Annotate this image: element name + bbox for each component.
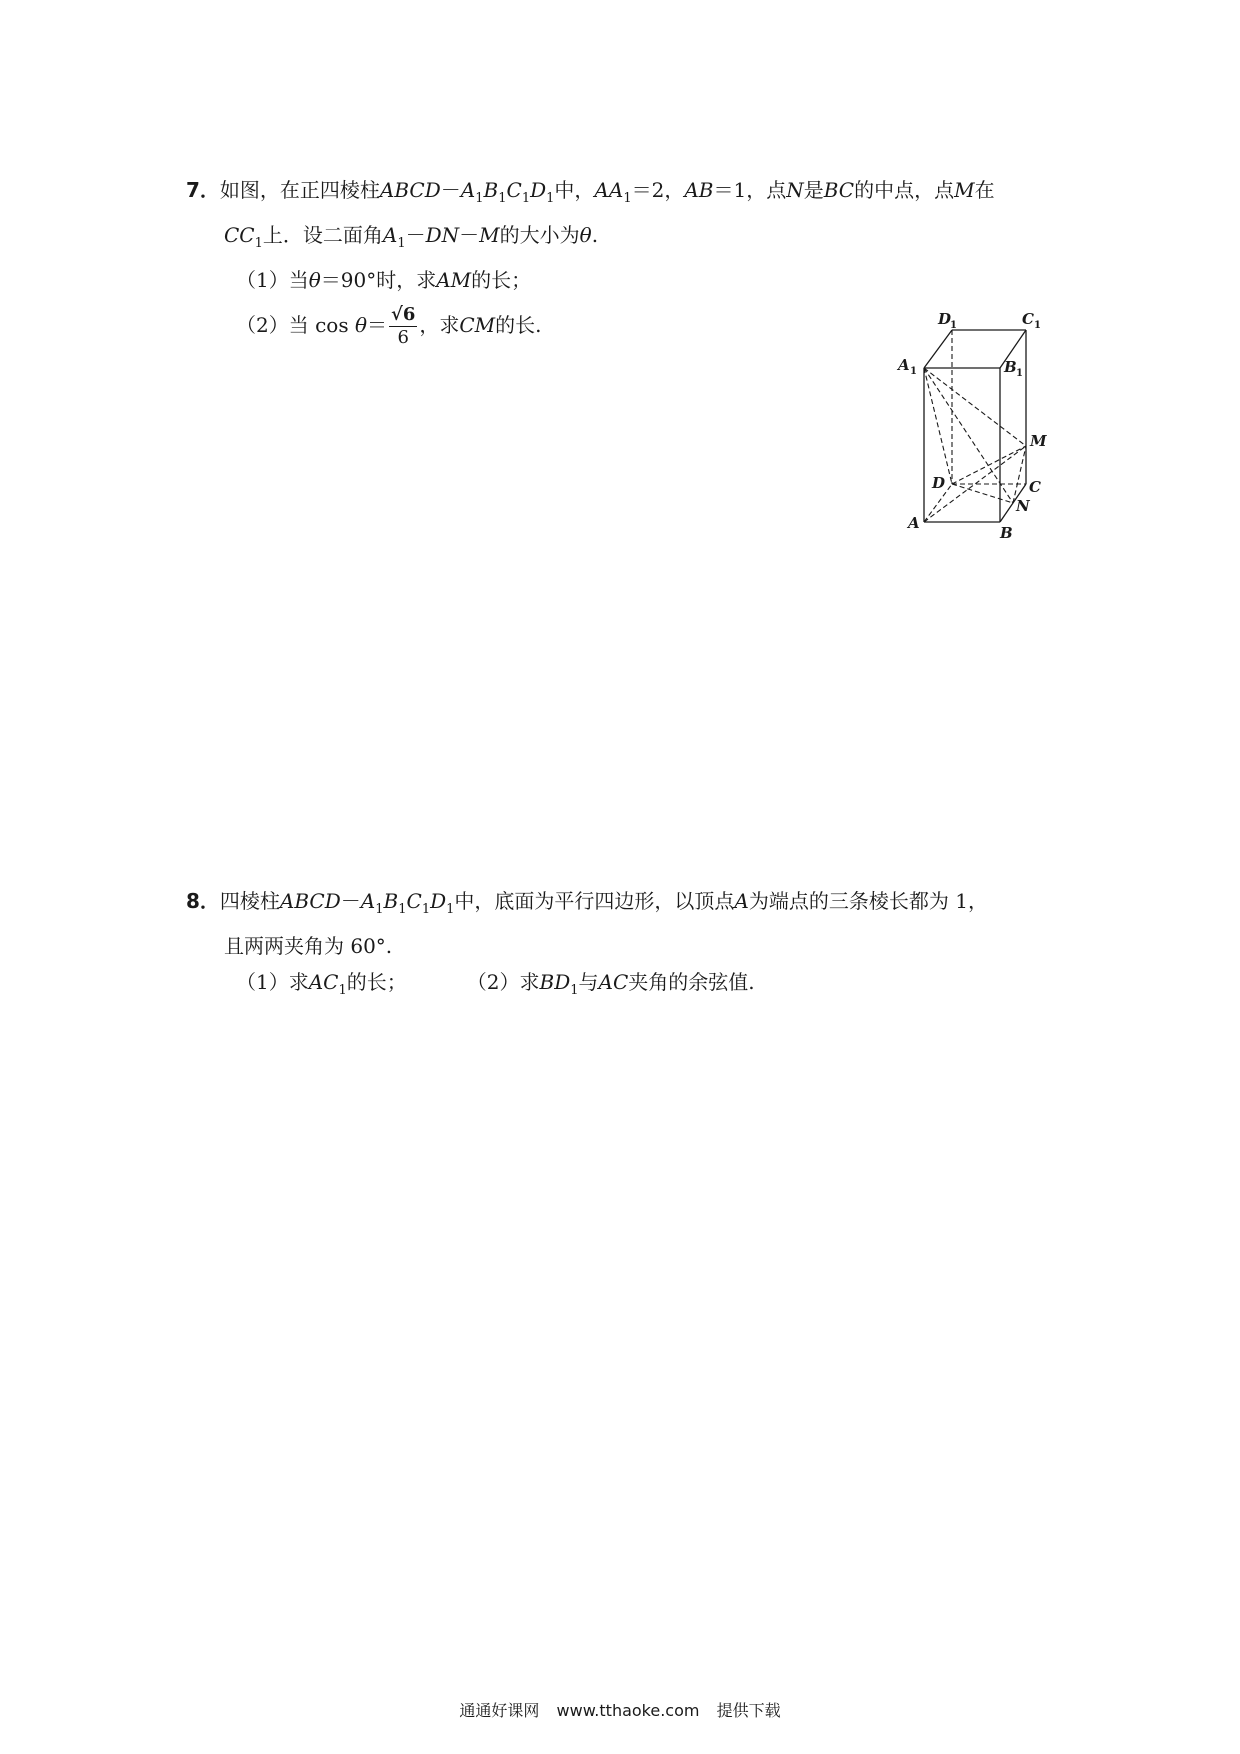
part-label: （1） — [236, 970, 289, 994]
hidden-line-dm — [952, 446, 1026, 484]
problem-7-part-1: （1）当θ＝90°时，求AM的长； — [236, 268, 532, 292]
footer-site-name: 通通好课网 — [459, 1701, 540, 1720]
problem-8 — [186, 883, 1066, 1009]
footer-url[interactable]: www.tthaoke.com — [556, 1701, 700, 1720]
problem-8-parts: （1）求$AC_1$的长； （2）求$BD_1$与AC夹角的余弦值. — [236, 970, 755, 998]
part-label: （2） — [236, 313, 289, 337]
hidden-line-dn — [952, 484, 1013, 503]
label-a: A — [908, 514, 920, 532]
footer-action: 提供下载 — [716, 1701, 781, 1720]
svg-text:1: 1 — [1016, 368, 1023, 379]
label-c: C — [1029, 478, 1041, 496]
problem-7-stem-line-2: $CC_1$上．设二面角$A_1-DN-M$的大小为θ. — [224, 223, 599, 251]
hidden-line-a1d — [924, 368, 952, 484]
label-b1: B — [1004, 358, 1017, 376]
label-a1: A — [898, 356, 910, 374]
svg-text:1: 1 — [1034, 320, 1041, 331]
label-d1: D — [938, 310, 952, 328]
svg-text:1: 1 — [950, 320, 957, 331]
label-n: N — [1016, 497, 1030, 515]
problem-number: 7． — [186, 178, 220, 202]
label-d: D — [932, 474, 946, 492]
footer — [0, 1698, 1240, 1721]
edge-a1d1 — [924, 330, 952, 368]
part-label: （1） — [236, 268, 289, 292]
label-b: B — [1000, 524, 1013, 542]
label-c1: C — [1022, 310, 1034, 328]
problem-7-part-2: （2）当 cos θ＝ $\frac{√6}{6}$ ，求CM的长. — [236, 304, 542, 348]
svg-text:1: 1 — [910, 366, 917, 377]
label-m: M — [1030, 432, 1047, 450]
part-label: （2） — [466, 970, 520, 994]
prism-figure — [888, 298, 1058, 544]
problem-7-stem-line-1: 7．如图，在正四棱柱$ABCD-A_1B_1C_1D_1$中，$AA_1=2$，AB＝1，点N是BC的中点，点M在 — [186, 178, 995, 206]
problem-number: 8． — [186, 889, 220, 913]
problem-8-stem-line-1: 8．四棱柱$ABCD-A_1B_1C_1D_1$中，底面为平行四边形，以顶点A为端点的三条棱长都为 1， — [186, 889, 988, 917]
fraction-sqrt6-over-6: $\frac{√6}{6}$ — [391, 304, 416, 348]
problem-8-stem-line-2: 且两两夹角为 60°. — [224, 934, 393, 958]
hidden-line-a1m — [924, 368, 1026, 446]
